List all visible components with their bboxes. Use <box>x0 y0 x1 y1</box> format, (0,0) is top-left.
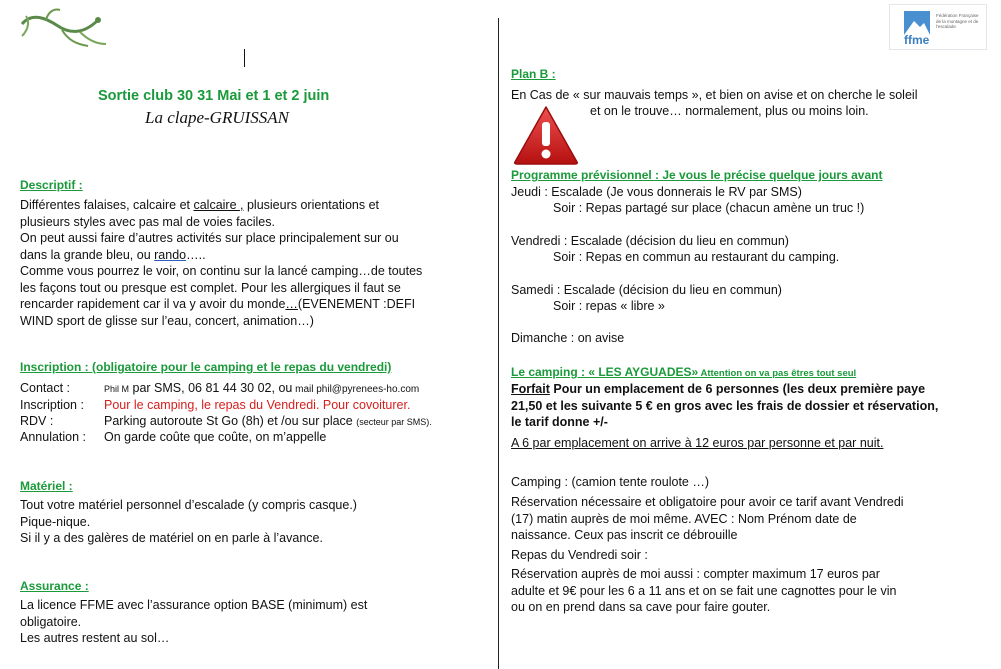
camping-heading: Le camping : « LES AYGUADES» Attention on va pas êtres tout seul <box>511 365 857 379</box>
programme-dimanche: Dimanche : on avise <box>511 331 625 345</box>
rdv-label: RDV : <box>20 414 54 428</box>
assurance-text: La licence FFME avec l’assurance option BASE (minimum) est obligatoire. Les autres restent au sol… <box>20 598 368 645</box>
tarif-par-personne: A 6 par emplacement on arrive à 12 euros par personne et par nuit. <box>511 436 884 450</box>
repas-text: Réservation auprès de moi aussi : compter maximum 17 euros par adulte et 9€ pour les 6 a 11 ans et on se fait une cagnottes pour le vin ou on en prend dans sa cave pour faire gouter. <box>511 567 897 614</box>
repas-heading: Repas du Vendredi soir : <box>511 548 648 562</box>
planb-line-2: et on le trouve… normalement, plus ou moins loin. <box>590 104 869 118</box>
ffme-logo-text: ffme <box>904 33 930 47</box>
inscription-value: Pour le camping, le repas du Vendredi. Pour covoiturer. <box>104 398 411 412</box>
programme-heading: Programme prévisionnel : Je vous le précise quelque jours avant <box>511 168 883 182</box>
materiel-text: Tout votre matériel personnel d’escalade (y compris casque.) Pique-nique. Si il y a des galères de matériel on en parle à l’avance. <box>20 498 357 545</box>
text-cursor <box>244 49 245 67</box>
programme-samedi: Samedi : Escalade (décision du lieu en commun) <box>511 283 782 297</box>
inscription-label: Inscription : <box>20 398 84 412</box>
forfait-text: Forfait Pour un emplacement de 6 personnes (les deux première paye 21,50 et les suivante 5 € en gros avec les frais de dossier et réservation, le tarif donne +/- <box>511 382 939 429</box>
programme-jeudi: Jeudi : Escalade (Je vous donnerais le RV par SMS) <box>511 185 802 199</box>
warning-icon <box>512 104 580 166</box>
programme-vendredi: Vendredi : Escalade (décision du lieu en commun) <box>511 234 789 248</box>
annulation-label: Annulation : <box>20 430 87 444</box>
contact-label: Contact : <box>20 381 71 395</box>
rdv-value: Parking autoroute St Go (8h) et /ou sur place (secteur par SMS). <box>104 414 432 428</box>
annulation-value: On garde coûte que coûte, on m’appelle <box>104 430 327 444</box>
gecko-logo <box>18 4 110 52</box>
assurance-heading: Assurance : <box>20 579 89 593</box>
ffme-logo-caption: Fédération Française de la montagne et de l'escalade <box>936 13 979 29</box>
programme-jeudi-soir: Soir : Repas partagé sur place (chacun amène un truc !) <box>553 201 865 215</box>
descriptif-text: Différentes falaises, calcaire et calcaire , plusieurs orientations et plusieurs styles avec pas mal de voies faciles. On peut aussi faire d’autres activités sur place principalement sur ou dans la grande bleu, ou rando….. Comme vous pourrez le voir, on continu sur la lancé camping…de toutes les façons tout ou presque est complet. Pour les allergiques il faut se rencarder rapidement car il va y avoir du monde…(EVENEMENT :DEFI WIND sport de glisse sur l’eau, concert, animation…) <box>20 198 423 328</box>
camping-type: Camping : (camion tente roulote …) <box>511 475 710 489</box>
column-divider <box>498 18 499 669</box>
page-title: Sortie club 30 31 Mai et 1 et 2 juin <box>98 88 330 104</box>
programme-vendredi-soir: Soir : Repas en commun au restaurant du camping. <box>553 250 840 264</box>
planb-line-1: En Cas de « sur mauvais temps », et bien on avise et on cherche le soleil <box>511 88 918 102</box>
contact-value: Phil M par SMS, 06 81 44 30 02, ou mail phil@pyrenees-ho.com <box>104 381 420 395</box>
programme-samedi-soir: Soir : repas « libre » <box>553 299 665 313</box>
inscription-heading: Inscription : (obligatoire pour le camping et le repas du vendredi) <box>20 360 392 374</box>
materiel-heading: Matériel : <box>20 479 73 493</box>
descriptif-heading: Descriptif : <box>20 178 83 192</box>
planb-heading: Plan B : <box>511 67 556 81</box>
page-subtitle: La clape-GRUISSAN <box>145 108 290 127</box>
reservation-text: Réservation nécessaire et obligatoire pour avoir ce tarif avant Vendredi (17) matin auprès de moi même. AVEC : Nom Prénom date de naissance. Ceux pas inscrit ce débrouille <box>511 495 904 542</box>
ffme-logo <box>889 4 987 50</box>
